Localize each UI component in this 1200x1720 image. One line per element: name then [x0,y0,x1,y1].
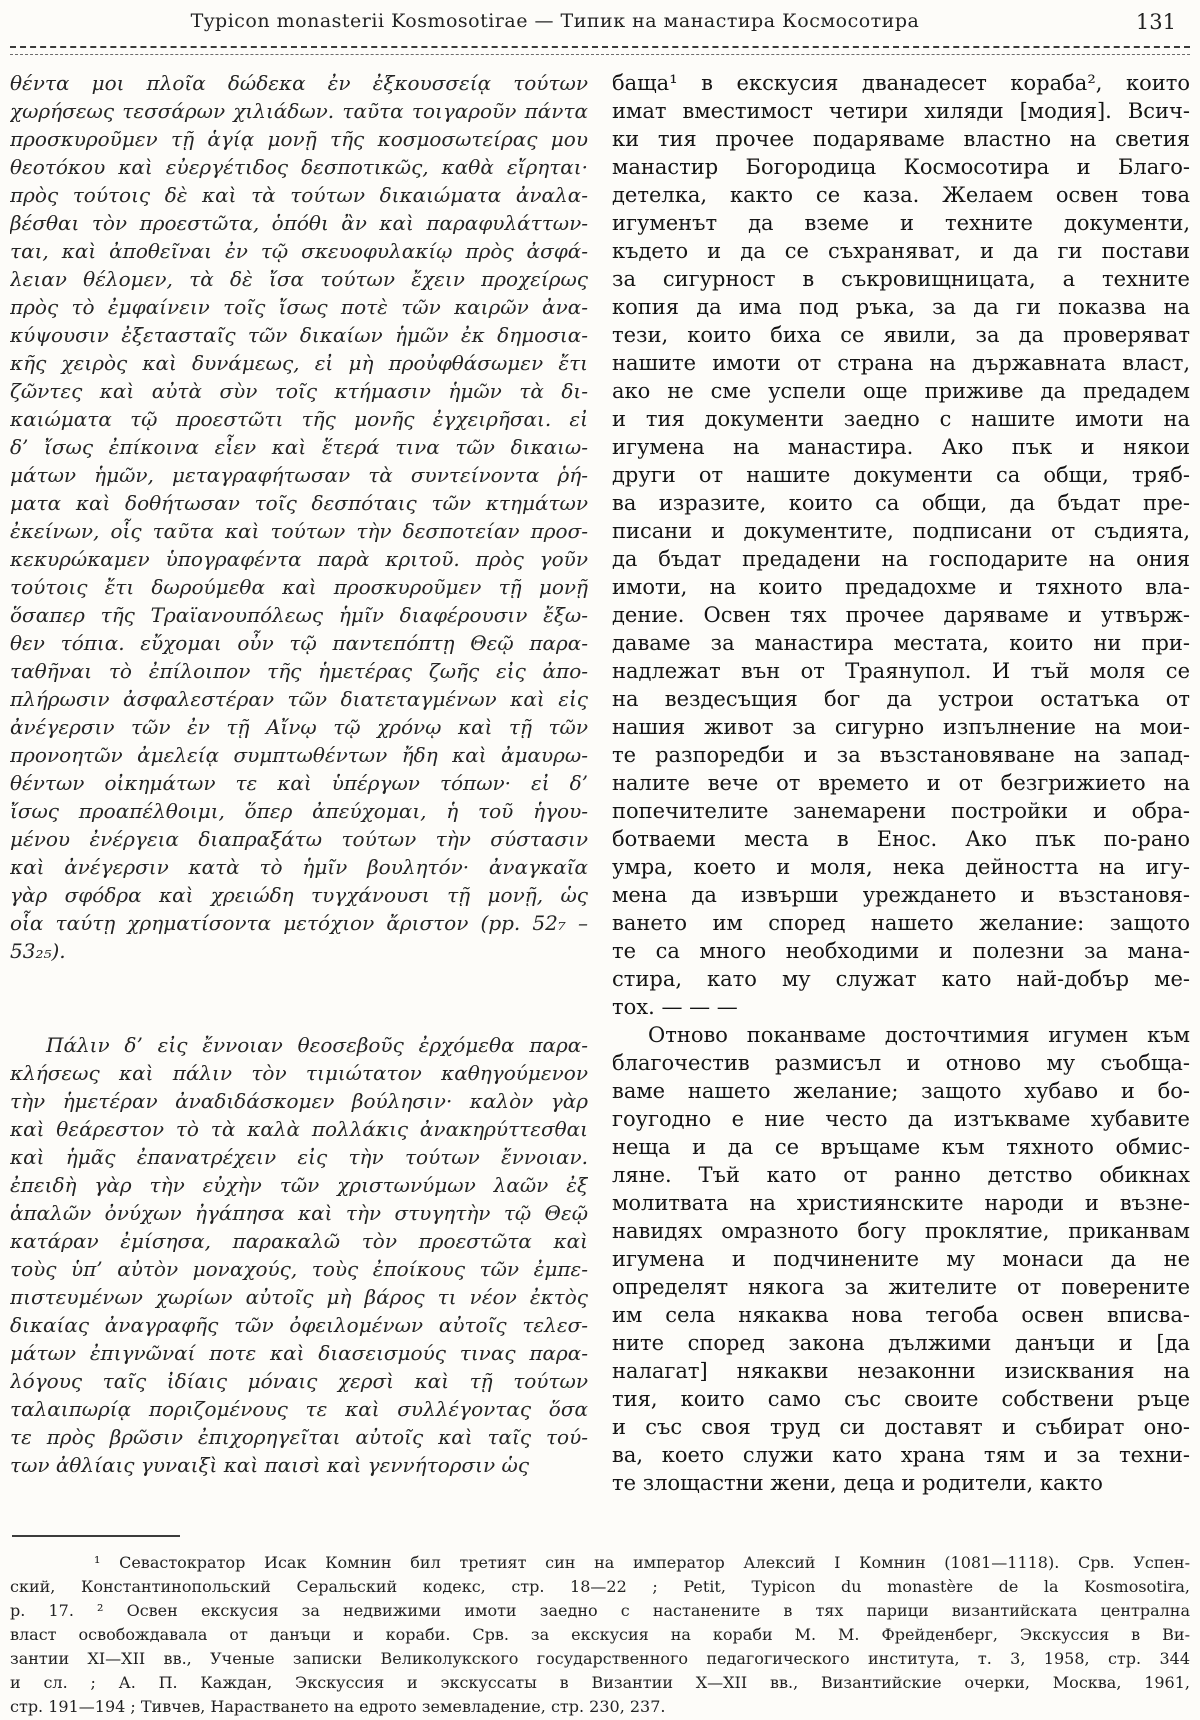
text-line: и сл. ; А. П. Каждан, Экскуссия и экскуссаты в Византии X—XII вв., Византийские очерки, Москва, 1961, [10,1673,1190,1692]
text-columns [10,69,1190,1497]
text-line: стр. 191—194 ; Тивчев, Нарастването на едрото земевладение, стр. 230, 237. [10,1697,666,1716]
text-line: ните според закона дължими данъци и [да [612,1331,1190,1355]
text-line: където и да се съхраняват, и да ги постави [612,239,1190,263]
page-number: 131 [1135,10,1176,34]
text-line: κλήσεως καὶ πάλιν τὸν τιμιώτατον καθηγούμενον [10,1061,588,1085]
text-line: им села някаква нова тегоба освен вписва- [612,1303,1190,1327]
text-line: налагат] някакви незаконни изисквания на [612,1359,1190,1383]
text-line: те са много необходими и полезни за мана- [612,939,1190,963]
text-line: λόγους ταῖς ἰδίαις μόναις χερσὶ καὶ τῇ τούτων [10,1369,588,1393]
text-line: те злощастни жени, деца и родители, както [612,1471,1103,1495]
text-line: копия да има под ръка, за да ги показва на [612,295,1190,319]
text-line: των ἀθλίαις γυναιξὶ καὶ παισὶ καὶ γεννήτορσιν ὡς [10,1453,530,1477]
text-line: и тия документи заедно с нашите имоти на [612,407,1190,431]
text-line: ἐπειδὴ γὰρ τὴν εὐχὴν τῶν χριστωνύμων λαῶν ἐξ [10,1173,588,1197]
text-line: определят някога за жителите от поверените [612,1275,1190,1299]
text-line: καὶ θεάρεστον τὸ τὰ καλὰ πολλάκις ἀνακηρύττεσθαι [10,1117,588,1141]
text-line: ἐκείνων, οἷς ταῦτα καὶ τούτων τὴν δεσποτείαν προσ- [10,519,588,543]
text-line: тия, които само със своите собствени ръце [612,1387,1190,1411]
text-line: ако не сме успели още приживе да предадем [612,379,1190,403]
page-title: Typicon monasterii Kosmosotirae — Типик на манастира Космосотира [190,10,920,32]
text-line: неща и да се връщаме към тяхното обмис- [612,1135,1190,1159]
text-line: да бъдат предадени на господарите на ония [612,547,1190,571]
text-line: μάτων ἡμῶν, μεταγραφήτωσαν τὰ συντείνοντα ῥή- [10,463,588,487]
text-line: πιστευμένων χωρίων αὐτοῖς μὴ βάρος τι νέον ἐκτὸς [10,1285,588,1309]
text-line: даваме за манастира местата, които ни при- [612,631,1190,655]
text-line: дение. Освен тях прочее даряваме и утвърж- [612,603,1190,627]
text-line: на вездесъщия бог да устрои остатъка от [612,687,1190,711]
text-line: имоти, на които предадохме и тяхното вла- [612,575,1190,599]
text-line: τούτοις ἔτι δωρούμεθα καὶ προσκυροῦμεν τῇ μονῇ [10,575,588,599]
text-line: θέντα μοι πλοῖα δώδεκα ἐν ἐξκουσσείᾳ τούτων [10,71,588,95]
text-line: ляне. Тъй като от ранно детство обикнах [612,1163,1190,1187]
text-line: р. 17. ² Освен екскусия за недвижими имоти заедно с настанените в тях парици византийската централна [10,1601,1190,1620]
text-line: други от нашите документи са общи, тряб- [612,463,1190,487]
text-line: ботваеми места в Енос. Ако пък по-рано [612,827,1190,851]
paragraph [10,1551,1190,1719]
text-line: манастир Богородица Космосотира и Благо- [612,155,1190,179]
text-line: προνοητῶν ἀμελείᾳ συμπτωθέντων ἤδη καὶ ἀμαυρω- [10,743,588,767]
text-line: и със своя труд си доставят и събират оно- [612,1415,1190,1439]
text-line: μένου ἐνέργεια διαπραξάτω τούτων τὴν σύστασιν [10,827,588,851]
greek-text-column [10,69,588,1497]
text-line: καὶ ἀνέγερσιν κατὰ τὸ ἡμῖν βουλητόν· ἀναγκαῖα [10,855,588,879]
text-line: γὰρ σφόδρα καὶ χρειώδη τυγχάνουσι τῇ μονῇ, ὡς [10,883,588,907]
text-line: ването им според нашето желание: защото [612,911,1190,935]
text-line: ἁπαλῶν ὀνύχων ἠγάπησα καὶ τὴν στυγητὴν τῷ Θεῷ [10,1201,588,1225]
footnote-section [10,1551,1190,1719]
text-line: 53₂₅). [10,939,66,963]
text-line: благочестив размисъл и отново му съобща- [612,1051,1190,1075]
text-line: имат вместимост четири хиляди [модия]. Всич- [612,99,1190,123]
text-line: игумена на манастира. Ако пък и някои [612,435,1190,459]
text-line: κατάραν ἐμίσησα, παρακαλῶ τὸν προεστῶτα καὶ [10,1229,588,1253]
text-line: мена да извърши уреждането и възстановя- [612,883,1190,907]
text-line: Отново поканваме досточтимия игумен към [648,1023,1190,1047]
text-line: τε πρὸς βρῶσιν ἐπιχορηγεῖται αὐτοῖς καὶ ταῖς τού- [10,1425,588,1449]
text-line: προσκυροῦμεν τῇ ἁγίᾳ μονῇ τῆς κοσμοσωτείρας μου [10,127,588,151]
text-line: те разпоредби и за възстановяване на запад- [612,743,1190,767]
text-line: гоугодно е ние често да изтъкваме хубавите [612,1107,1190,1131]
text-line: πρὸς τὸ ἐμφαίνειν τοῖς ἴσως ποτὲ τῶν καιρῶν ἀνα- [10,295,588,319]
text-line: игуменът да вземе и техните документи, [612,211,1190,235]
text-line: ва, което служи като храна тям и за техни- [612,1443,1190,1467]
paragraph [10,1031,588,1479]
text-line: ки тия прочее подаряваме властно на светия [612,127,1190,151]
text-line: писани и документите, подписани от съдията, [612,519,1190,543]
text-line: κεκυρώκαμεν ὑπογραφέντα παρὰ κριτοῦ. πρὸς γοῦν [10,547,588,571]
text-line: ταθῆναι τὸ ἐπίλοιπον τῆς ἡμετέρας ζωῆς εἰς ἀπο- [10,659,588,683]
text-line: θεν τόπια. εὔχομαι οὖν τῷ παντεπόπτῃ Θεῷ παρα- [10,631,588,655]
text-line: κύψουσιν ἐξετασταῖς τῶν δικαίων ἡμῶν ἐκ δημοσια- [10,323,588,347]
text-line: ταλαιπωρίᾳ ποριζομένους τε καὶ συλλέγοντας ὅσα [10,1397,588,1421]
bulgarian-text-column [612,69,1190,1497]
page-header [10,10,1190,40]
paragraph [612,1021,1190,1497]
paragraph [612,69,1190,1021]
text-line: нашия живот за сигурно изпълнение на мои- [612,715,1190,739]
text-line: умра, което и моля, нека дейността на игу- [612,855,1190,879]
text-line: πρὸς τούτοις δὲ καὶ τὰ τούτων δικαιώματα ἀναλα- [10,183,588,207]
text-line: δ’ ἴσως ἐπίκοινα εἶεν καὶ ἕτερά τινα τῶν δικαιω- [10,435,588,459]
text-line: ται, καὶ ἀποθεῖναι ἐν τῷ σκευοφυλακίῳ πρὸς ἀσφά- [10,239,588,263]
header-rule [10,46,1190,55]
text-line: θέντων οἰκημάτων τε καὶ ὑπέργων τόπων· εἰ δ’ [10,771,588,795]
text-line: χωρήσεως τεσσάρων χιλιάδων. ταῦτα τοιγαροῦν πάντα [10,99,588,123]
text-line: ва изразите, които са общи, да бъдат пре- [612,491,1190,515]
footnote-separator [12,1535,180,1537]
text-line: πλήρωσιν ἀσφαλεστέραν τῶν διατεταγμένων καὶ εἰς [10,687,588,711]
text-line: Πάλιν δ’ εἰς ἔννοιαν θεοσεβοῦς ἐρχόμεθα παρα- [46,1033,588,1057]
text-line: молитвата на християнските народи и възне- [612,1191,1190,1215]
text-line: тези, които биха се явили, за да проверяват [612,323,1190,347]
text-line: нашите имоти от страна на държавната власт, [612,351,1190,375]
text-line: ἀνέγερσιν τῶν ἐν τῇ Αἴνῳ τῷ χρόνῳ καὶ τῇ τῶν [10,715,588,739]
text-line: зантии XI—XII вв., Ученые записки Великолукского государственного педагогического института, т. 3, 1958, стр. 344 [10,1649,1190,1668]
text-line: ваме нашето желание; защото хубаво и бо- [612,1079,1190,1103]
text-line: навидях омразното богу проклятие, приканвам [612,1219,1190,1243]
text-line: игумена и подчинените му монаси да не [612,1247,1190,1271]
text-line: καιώματα τῷ προεστῶτι τῆς μονῆς ἐγχειρῆσαι. εἰ [10,407,588,431]
text-line: μάτων ἐπιγνῶναί ποτε καὶ διασεισμούς τινας παρα- [10,1341,588,1365]
text-line: надлежат вън от Траянупол. И тъй моля се [612,659,1190,683]
text-line: попечителите занемарени постройки и обра- [612,799,1190,823]
text-line: ¹ Севастократор Исак Комнин бил третият син на император Алексий I Комнин (1081—1118). Срв. Успен- [94,1553,1190,1572]
text-line: καὶ ἡμᾶς ἐπανατρέχειν εἰς τὴν τούτων ἔννοιαν. [10,1145,588,1169]
text-line: τοὺς ὑπ’ αὐτὸν μοναχούς, τοὺς ἐποίκους τῶν ἐμπε- [10,1257,588,1281]
text-line: ἴσως προαπέλθοιμι, ὅπερ ἀπεύχομαι, ἡ τοῦ ἡγου- [10,799,588,823]
text-line: βέσθαι τὸν προεστῶτα, ὁπόθι ἂν καὶ παραφυλάττων- [10,211,588,235]
text-line: ματα καὶ δοθήτωσαν τοῖς δεσπόταις τῶν κτημάτων [10,491,588,515]
text-line: δικαίας ἀναγραφῆς τῶν ὀφειλομένων αὐτοῖς τελεσ- [10,1313,588,1337]
text-line: налите вече от времето и от безгрижието на [612,771,1190,795]
text-line: κῆς χειρὸς καὶ δυνάμεως, εἰ μὴ προὐφθάσωμεν ἔτι [10,351,588,375]
text-line: стира, като му служат като най-добър ме- [612,967,1190,991]
text-line: детелка, както се каза. Желаем освен това [612,183,1190,207]
text-line: ζῶντες καὶ αὐτὰ σὺν τοῖς κτήμασιν ἡμῶν τὰ δι- [10,379,588,403]
text-line: ский, Константинопольский Серальский кодекс, стр. 18—22 ; Petit, Typicon du monastère de la Kosmosotira, [10,1577,1190,1596]
text-line: θεοτόκου καὶ εὐεργέτιδος δεσποτικῶς, καθὰ εἴρηται· [10,155,588,179]
text-line: за сигурност в съкровищницата, а техните [612,267,1190,291]
paragraph [10,69,588,965]
text-line: власт освобождавала от данъци и кораби. Срв. за екскусия на кораби М. М. Фрейденберг, Экскуссия в Ви- [10,1625,1190,1644]
text-line: баща¹ в екскусия дванадесет кораба², които [612,71,1190,95]
text-line: τὴν ἡμετέραν ἀναδιδάσκομεν βούλησιν· καλὸν γὰρ [10,1089,588,1113]
text-line: οἷα ταύτῃ χρηματίσοντα μετόχιον ἄριστον (pp. 52₇ – [10,911,588,935]
text-line: тох. — — — [612,995,738,1019]
text-line: λειαν θέλομεν, τὰ δὲ ἴσα τούτων ἔχειν προχείρως [10,267,588,291]
text-line: ὅσαπερ τῆς Τραϊανουπόλεως ἡμῖν διαφέρουσιν ἔξω- [10,603,588,627]
